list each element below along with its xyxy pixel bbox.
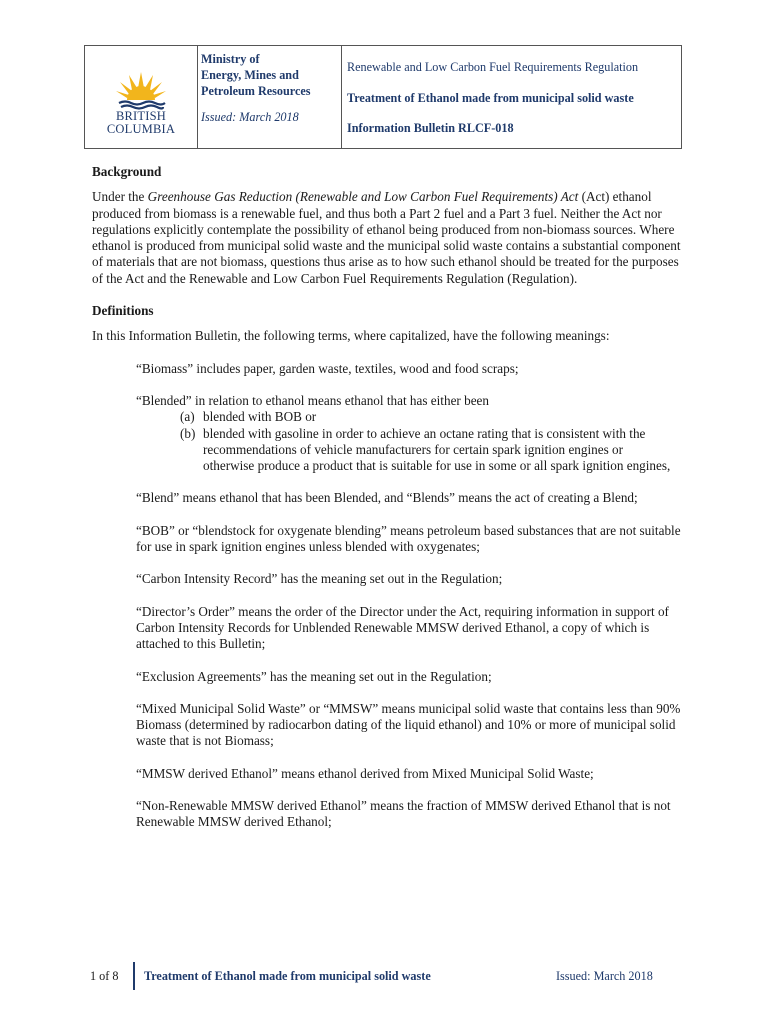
- definition-non-renewable: “Non-Renewable MMSW derived Ethanol” means the fraction of MMSW derived Ethanol that is not Renewable MMSW derived Ethanol;: [136, 798, 671, 830]
- header-divider: [341, 46, 342, 148]
- document-body: [92, 164, 692, 831]
- background-heading: Background: [92, 164, 162, 179]
- logo-text-columbia: COLUMBIA: [106, 122, 176, 136]
- bulletin-number: Information Bulletin RLCF-018: [347, 121, 514, 135]
- definition-directors-order: “Director’s Order” means the order of the Director under the Act, requiring information in support of Carbon Intensity Records for Unblended Renewable MMSW derived Ethanol, a copy of which is attached to this Bulletin;: [136, 603, 669, 652]
- footer-divider: [133, 962, 135, 990]
- ministry-line: Energy, Mines and: [201, 68, 299, 82]
- bc-logo: [103, 66, 179, 136]
- sublist-label: (b): [180, 425, 196, 441]
- footer-issued-date: Issued: March 2018: [556, 969, 653, 983]
- background-paragraph: [92, 189, 692, 287]
- definition-exclusion-agreements: “Exclusion Agreements” has the meaning set out in the Regulation;: [136, 668, 492, 684]
- regulation-name: Renewable and Low Carbon Fuel Requirements Regulation: [347, 60, 639, 74]
- page-footer: [0, 962, 770, 992]
- definition-blended: [136, 393, 692, 474]
- ministry-line: Ministry of: [201, 52, 260, 66]
- sun-waves-icon: [103, 66, 179, 110]
- definitions-intro: In this Information Bulletin, the following terms, where capitalized, have the following meanings:: [92, 328, 610, 344]
- definition-mmsw: “Mixed Municipal Solid Waste” or “MMSW” means municipal solid waste that contains less than 90% Biomass (determined by radiocarbon dating of the liquid ethanol) and 10% or more of municipal solid waste that is not Biomass;: [136, 700, 681, 749]
- definitions-heading: Definitions: [92, 303, 154, 319]
- sublist-item: [180, 426, 692, 475]
- sublist-text: blended with BOB or: [203, 409, 317, 425]
- definition-carbon-intensity-record: “Carbon Intensity Record” has the meaning set out in the Regulation;: [136, 571, 503, 587]
- ministry-name: [201, 51, 339, 99]
- definition-bob: “BOB” or “blendstock for oxygenate blending” means petroleum based substances that are not suitable for use in spark ignition engines unless blended with oxygenates;: [136, 522, 681, 555]
- ministry-line: Petroleum Resources: [201, 84, 311, 98]
- page-number: 1 of 8: [90, 969, 119, 983]
- act-title: Greenhouse Gas Reduction (Renewable and Low Carbon Fuel Requirements) Act: [147, 189, 579, 205]
- definition-blended-intro: “Blended” in relation to ethanol means ethanol that has either been: [136, 392, 490, 408]
- definition-biomass: “Biomass” includes paper, garden waste, textiles, wood and food scraps;: [136, 360, 519, 376]
- document-header: [84, 45, 682, 149]
- issued-date: Issued: March 2018: [201, 110, 299, 124]
- sublist-item: [180, 409, 692, 425]
- background-text: Under the: [92, 189, 148, 205]
- sublist-text: blended with gasoline in order to achieve an octane rating that is consistent with the recommendations of vehicle manufacturers for certain spark ignition engines or otherwise produce a product that is suitable for use in some or all spark ignition engines,: [203, 425, 671, 474]
- definition-mmsw-ethanol: “MMSW derived Ethanol” means ethanol derived from Mixed Municipal Solid Waste;: [136, 765, 594, 781]
- header-divider: [197, 46, 198, 148]
- bulletin-title: Treatment of Ethanol made from municipal solid waste: [347, 91, 634, 105]
- definition-blend: “Blend” means ethanol that has been Blended, and “Blends” means the act of creating a Blend;: [136, 490, 638, 506]
- footer-title: Treatment of Ethanol made from municipal solid waste: [144, 969, 431, 983]
- sublist-label: (a): [180, 409, 195, 425]
- logo-text-british: BRITISH: [115, 109, 166, 123]
- definition-sublist: [180, 409, 692, 474]
- background-text: (Act) ethanol produced from biomass is a renewable fuel, and thus both a Part 2 fuel and a Part 3 fuel. Neither the Act nor regulations explicitly contemplate the possibility of ethanol being produced from non-biomass sources. Where ethanol is produced from municipal solid waste and the municipal solid waste contains a substantial component of materials that are not biomass, questions thus arise as to how such ethanol should be treated for the purposes of the Act and the Renewable and Low Carbon Fuel Requirements Regulation (Regulation).: [92, 189, 681, 286]
